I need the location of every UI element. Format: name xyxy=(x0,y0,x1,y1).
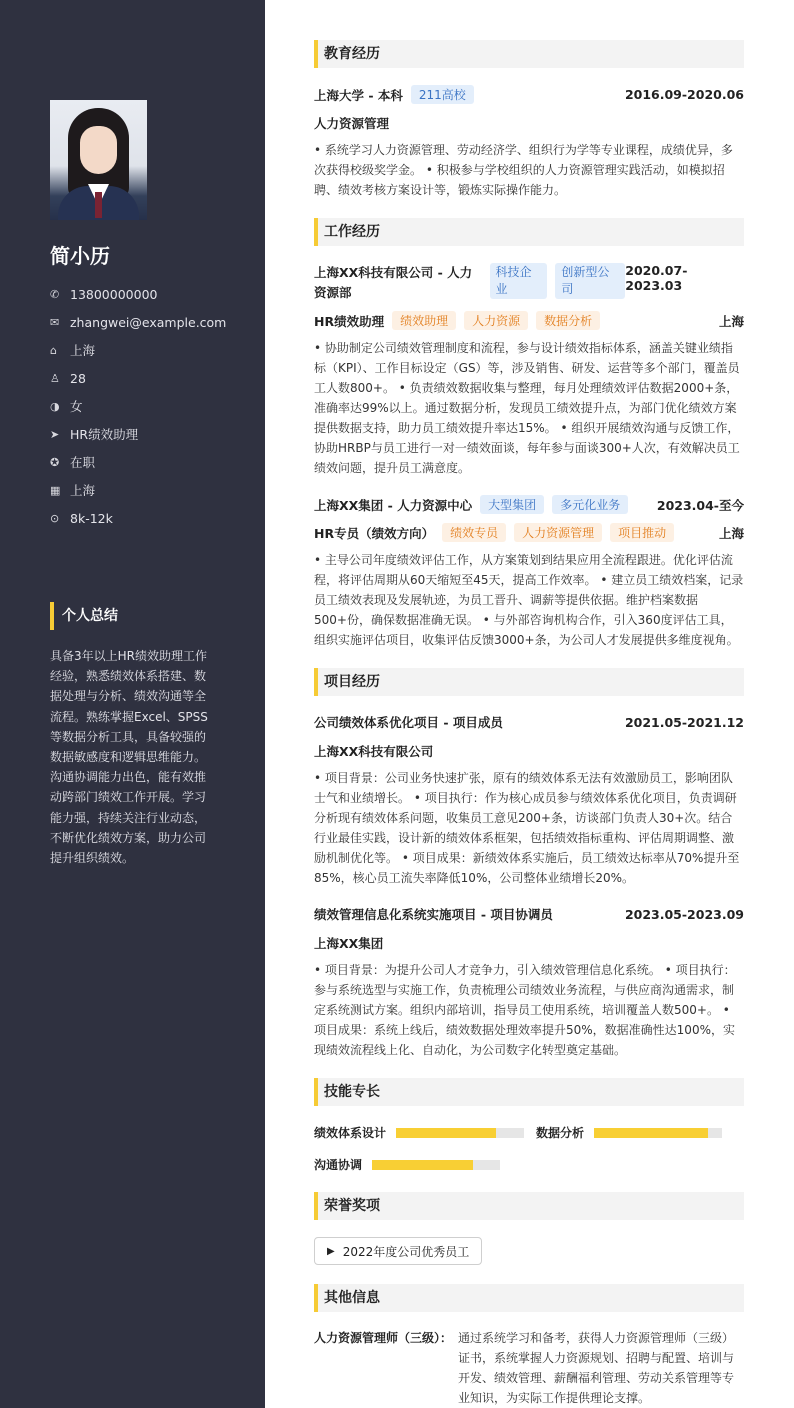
skill-1-bar xyxy=(396,1128,524,1138)
job-1-role-row xyxy=(314,311,744,330)
profile-photo xyxy=(50,100,147,220)
status-icon: ✪ xyxy=(50,455,60,469)
award-item[interactable] xyxy=(314,1237,482,1265)
job-1-company: 上海XX科技有限公司 - 人力资源部 xyxy=(314,265,473,300)
skill-2-name: 数据分析 xyxy=(536,1126,585,1140)
skill-2 xyxy=(536,1124,722,1141)
project-1-desc: • 项目背景：公司业务快速扩张，原有的绩效体系无法有效激励员工，影响团队士气和业绩增长。 • 项目执行：作为核心成员参与绩效体系优化项目，负责调研分析现有绩效体系问题，收集员工意见200+条，访谈部门负责人30+次。结合行业最佳实践，设计新的绩效体系框架，包括绩效指标重构、评估周期调整、激励机制优化等。 • 项目成果：新绩效体系实施后，员工绩效达标率从70%提升至85%，核心员工流失率降低10%，公司整体业绩增长20%。 xyxy=(314,771,740,885)
award-label: 2022年度公司优秀员工 xyxy=(342,1244,470,1259)
info-salary: ⊙ 8k-12k xyxy=(50,510,113,526)
project-1-org: 上海XX科技有限公司 xyxy=(314,744,434,759)
mail-icon: ✉ xyxy=(50,315,60,329)
job-2-header xyxy=(314,495,744,514)
job-1-role-tag-3: 数据分析 xyxy=(536,311,600,330)
section-title-skills: 技能专长 xyxy=(314,1078,744,1106)
other-text: 通过系统学习和备考，获得人力资源管理师（三级）证书，系统掌握人力资源规划、招聘与配置、培训与开发、绩效管理、薪酬福利管理、劳动关系管理等专业知识，为实际工作提供理论支撑。 xyxy=(458,1331,735,1405)
school-tag: 211高校 xyxy=(411,85,474,104)
info-email[interactable]: ✉ zhangwei@example.com xyxy=(50,314,227,330)
info-target-city: ▦ 上海 xyxy=(50,483,96,498)
phone-icon: ✆ xyxy=(50,287,60,301)
project-2-desc: • 项目背景：为提升公司人才竞争力，引入绩效管理信息化系统。 • 项目执行：参与系统选型与实施工作，负责梳理公司绩效业务流程，与供应商沟通需求，制定系统测试方案。组织内部培训，指导员工使用系统，培训覆盖人数500+。 • 项目成果：系统上线后，绩效数据处理效率提升50%，数据准确性达100%，实现绩效流程线上化、自动化，为公司数字化转型奠定基础。 xyxy=(314,963,736,1057)
job-1-date: 2020.07-2023.03 xyxy=(625,263,688,293)
home-icon: ⌂ xyxy=(50,343,57,357)
building-icon: ▦ xyxy=(50,483,61,497)
age-icon: ♙ xyxy=(50,371,60,385)
info-phone: ✆ 13800000000 xyxy=(50,286,158,302)
skill-1-name: 绩效体系设计 xyxy=(314,1126,387,1140)
job-1-city: 上海 xyxy=(718,313,744,329)
education-major: 人力资源管理 xyxy=(314,116,390,131)
job-1-header xyxy=(314,263,744,303)
gender-icon: ◑ xyxy=(50,399,60,413)
job-2-role: HR专员（绩效方向） xyxy=(314,525,435,541)
salary-icon: ⊙ xyxy=(50,511,60,525)
project-2-header xyxy=(314,905,744,923)
info-location: ⌂ 上海 xyxy=(50,343,96,358)
sidebar xyxy=(0,0,265,1408)
section-title-other: 其他信息 xyxy=(314,1284,744,1312)
job-1-role: HR绩效助理 xyxy=(314,313,385,329)
info-status: ✪ 在职 xyxy=(50,455,96,470)
skill-3-bar xyxy=(372,1160,500,1170)
education-date: 2016.09-2020.06 xyxy=(624,87,744,102)
job-2-role-tag-3: 项目推动 xyxy=(610,523,674,542)
job-2-company: 上海XX集团 - 人力资源中心 xyxy=(314,497,473,513)
skill-3 xyxy=(314,1156,500,1173)
candidate-name: 简小历 xyxy=(50,244,110,268)
skill-3-name: 沟通协调 xyxy=(314,1158,363,1172)
section-title-education: 教育经历 xyxy=(314,40,744,68)
job-2-role-tag-1: 绩效专员 xyxy=(442,523,506,542)
job-2-desc: • 主导公司年度绩效评估工作，从方案策划到结果应用全流程跟进。优化评估流程，将评估周期从60天缩短至45天，提高工作效率。 • 建立员工绩效档案，记录员工绩效表现及发展轨迹，为员工晋升、调薪等提供依据。维护档案数据500+份，确保数据准确无误。 • 与外部咨询机构合作，引入360度评估工具，组织实施评估项目，收集评估反馈3000+条，为公司人才发展提供多维度视角。 xyxy=(314,553,744,647)
job-2-date: 2023.04-至今 xyxy=(656,497,744,513)
job-1-role-tag-1: 绩效助理 xyxy=(392,311,456,330)
project-2-name: 绩效管理信息化系统实施项目 - 项目协调员 xyxy=(314,907,553,922)
other-label: 人力资源管理师（三级）： xyxy=(314,1331,453,1345)
skill-1 xyxy=(314,1124,524,1141)
job-2-role-tag-2: 人力资源管理 xyxy=(514,523,602,542)
job-1-tag-1: 科技企业 xyxy=(490,263,548,299)
summary-title: 个人总结 xyxy=(50,602,118,630)
info-gender: ◑ 女 xyxy=(50,399,83,414)
education-desc: • 系统学习人力资源管理、劳动经济学、组织行为学等专业课程，成绩优异，多次获得校级奖学金。 • 积极参与学校组织的人力资源管理实践活动，如模拟招聘、绩效考核方案设计等，锻炼实际操作能力。 xyxy=(314,143,733,197)
info-target-role: ➤ HR绩效助理 xyxy=(50,427,139,442)
info-age: ♙ 28 xyxy=(50,370,86,386)
project-2-date: 2023.05-2023.09 xyxy=(624,906,744,922)
job-2-role-row xyxy=(314,523,744,542)
section-title-work: 工作经历 xyxy=(314,218,744,246)
section-title-awards: 荣誉奖项 xyxy=(314,1192,744,1220)
contact-info-list xyxy=(50,280,226,532)
job-1-tag-2: 创新型公司 xyxy=(555,263,625,299)
job-2-tag-2: 多元化业务 xyxy=(552,495,628,514)
send-icon: ➤ xyxy=(50,427,60,441)
job-1-role-tag-2: 人力资源 xyxy=(464,311,528,330)
summary-text: 具备3年以上HR绩效助理工作经验，熟悉绩效体系搭建、数据处理与分析、绩效沟通等全流程。熟练掌握Excel、SPSS等数据分析工具，具备较强的数据敏感度和逻辑思维能力。沟通协调能力出色，能有效推动跨部门绩效工作开展。学习能力强，持续关注行业动态，不断优化绩效方案，助力公司提升组织绩效。 xyxy=(50,649,208,866)
project-2-org: 上海XX集团 xyxy=(314,936,384,951)
project-1-header xyxy=(314,713,744,731)
job-2-city: 上海 xyxy=(718,525,744,541)
job-2-tag-1: 大型集团 xyxy=(480,495,544,514)
project-1-date: 2021.05-2021.12 xyxy=(624,714,744,730)
job-1-desc: • 协助制定公司绩效管理制度和流程，参与设计绩效指标体系，涵盖关键业绩指标（KPI）、工作目标设定（GS）等，涉及销售、研发、运营等多个部门，覆盖员工人数800+。 • 负责绩效数据收集与整理，每月处理绩效评估数据2000+条，准确率达99%以上。通过数据分析，发现员工绩效提升点，为部门优化绩效方案提供数据支持，助力员工绩效提升率达15%。 • 组织开展绩效沟通与反馈工作，协助HRBP与员工进行一对一绩效面谈，每年参与面谈300+人次，有效解决员工绩效问题，提升员工满意度。 xyxy=(314,341,740,475)
play-triangle-icon: ▶ xyxy=(327,1245,335,1257)
project-1-name: 公司绩效体系优化项目 - 项目成员 xyxy=(314,715,503,730)
section-title-projects: 项目经历 xyxy=(314,668,744,696)
school-name: 上海大学 - 本科 xyxy=(314,87,403,103)
education-header xyxy=(314,85,744,104)
skill-2-bar xyxy=(594,1128,722,1138)
